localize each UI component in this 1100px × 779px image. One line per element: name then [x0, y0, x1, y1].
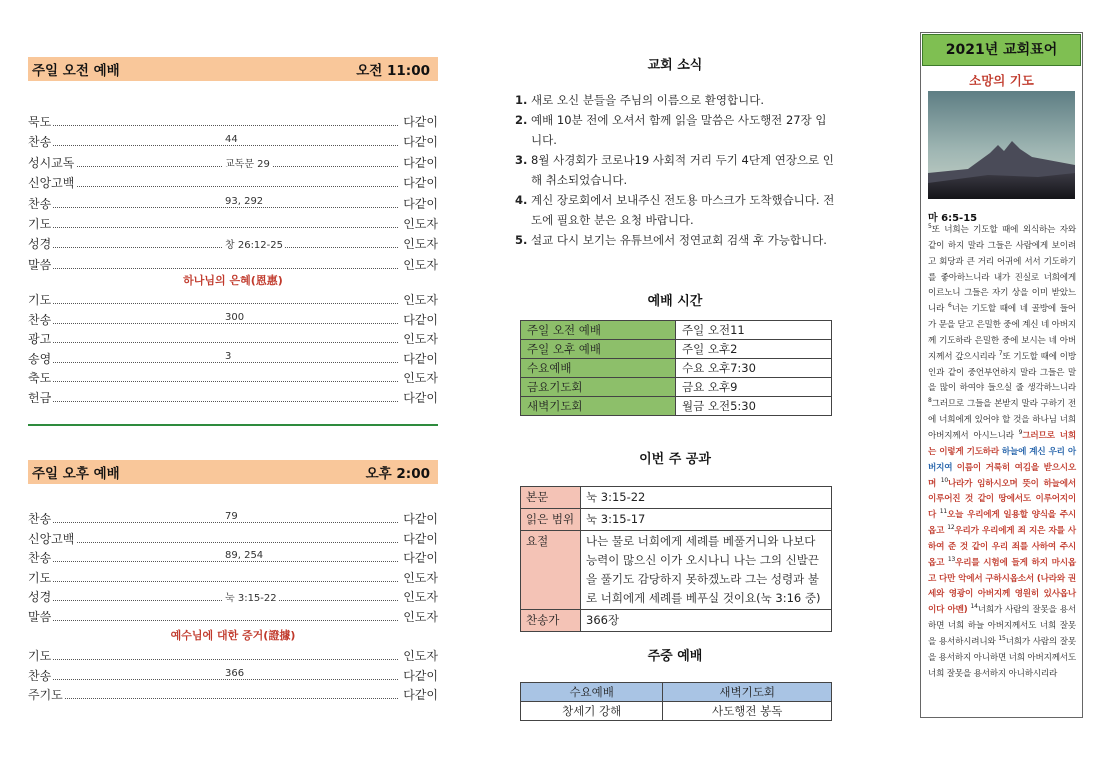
news-item [515, 150, 835, 190]
verse-number: 5 [928, 223, 932, 231]
weekday-title: 주중 예배 [647, 649, 703, 664]
order-item: 말씀 [28, 610, 52, 624]
order-item: 성시교독 [28, 155, 75, 170]
order-leader-role: 다같이 [403, 531, 438, 546]
order-detail: 3 [225, 350, 232, 362]
order-leader-role: 인도자 [403, 257, 438, 272]
news-text: 계신 장로회에서 보내주신 전도용 마스크가 도착했습니다. 전도에 필요한 분은 요청 바랍니다. [531, 193, 835, 227]
order-leader-role: 다같이 [403, 351, 438, 366]
dotted-leader [28, 323, 398, 324]
dotted-leader [28, 561, 398, 562]
order-item: 광고 [28, 332, 52, 347]
news-text: 8월 사경회가 코로나19 사회적 거리 두기 4단계 연장으로 인해 취소되었습니다. [531, 153, 834, 187]
verse-number: 6 [948, 302, 952, 310]
news-title: 교회 소식 [647, 58, 703, 73]
service-time-row [521, 321, 832, 340]
service-name: 수요예배 [521, 359, 676, 378]
news-number: 4. [515, 193, 528, 207]
verse-9-rest: 이름이 거룩히 여김을 받으시오며 [928, 462, 1076, 489]
service-times-table [520, 320, 832, 416]
dotted-leader [28, 186, 398, 187]
order-detail: 79 [225, 511, 238, 522]
dotted-leader [28, 268, 398, 269]
order-detail: 300 [225, 311, 245, 323]
service-time: 주일 오후2 [676, 340, 832, 359]
dotted-leader [28, 600, 398, 601]
order-row [28, 586, 438, 606]
verse-number: 10 [940, 476, 948, 484]
lesson-table [520, 486, 832, 632]
order-row [28, 684, 438, 704]
lesson-label: 읽은 범위 [521, 509, 581, 531]
lesson-label: 본문 [521, 487, 581, 509]
order-leader-role: 다같이 [403, 155, 438, 170]
order-item: 신앙고백 [28, 176, 75, 191]
dotted-leader [28, 620, 398, 621]
news-text: 설교 다시 보기는 유튜브에서 정연교회 검색 후 가능합니다. [531, 233, 827, 247]
verse-13: 우리를 시험에 들게 하지 마시옵고 다만 악에서 구하시옵소서 (나라와 권세와 영광이 아버지께 영원히 있사옵나이다 아멘) [928, 557, 1076, 616]
dotted-leader [28, 145, 398, 146]
lesson-value: 눅 3:15-17 [581, 509, 832, 531]
dotted-leader [28, 542, 398, 543]
lesson-row [521, 509, 832, 531]
order-row [28, 348, 438, 368]
news-item [515, 110, 835, 150]
verse-10: 나라가 임하시오며 뜻이 하늘에서 이루어진 것 같이 땅에서도 이루어지이다 [928, 478, 1076, 521]
order-leader-role: 인도자 [403, 371, 438, 386]
order-row [28, 528, 438, 548]
order-item: 찬송 [28, 135, 52, 150]
morning-service-title: 주일 오전 예배 [32, 63, 120, 79]
weekday-header-dawn: 새벽기도회 [663, 683, 832, 702]
order-detail: 89, 254 [225, 550, 264, 562]
news-item [515, 190, 835, 230]
lesson-title: 이번 주 공과 [639, 452, 711, 467]
dotted-leader [28, 581, 398, 582]
lesson-row [521, 487, 832, 509]
afternoon-service-header [28, 460, 438, 484]
order-leader-role: 인도자 [403, 332, 438, 347]
order-item: 성경 [28, 590, 52, 605]
service-time-row [521, 340, 832, 359]
lesson-label: 요절 [521, 531, 581, 610]
order-item: 기도 [28, 649, 52, 663]
order-item: 찬송 [28, 196, 52, 211]
order-leader-role: 인도자 [403, 237, 438, 252]
verse-8: 그러므로 그들을 본받지 말라 구하기 전에 너희에게 있어야 할 것을 하나님 너희 아버지께서 아시느니라 [928, 399, 1076, 441]
dotted-leader [28, 227, 398, 228]
news-number: 3. [515, 153, 528, 167]
news-text: 새로 오신 분들을 주님의 이름으로 환영합니다. [531, 93, 765, 107]
order-item: 신앙고백 [28, 531, 75, 546]
dotted-leader [28, 125, 398, 126]
order-row [28, 665, 438, 685]
order-item: 찬송 [28, 551, 52, 566]
lesson-value: 366장 [581, 610, 832, 632]
order-row [28, 213, 438, 233]
dotted-leader [28, 303, 398, 304]
order-detail: 창 26:12-25 [223, 236, 285, 251]
order-row [28, 387, 438, 407]
dotted-leader [28, 166, 398, 167]
news-text: 예배 10분 전에 오셔서 함께 읽을 말씀은 사도행전 27장 입니다. [531, 113, 827, 147]
order-row [28, 328, 438, 348]
order-leader-role: 다같이 [403, 391, 438, 405]
verse-9-address: 하늘에 계신 우리 아버지여 [928, 446, 1076, 473]
verse-14: 너희가 사람의 잘못을 용서하면 너희 하늘 아버지께서도 너희 잘못을 용서하시려니와 [928, 605, 1076, 647]
verse-reference: 마 6:5-15 [928, 213, 978, 224]
order-item: 찬송 [28, 312, 52, 327]
order-row [28, 193, 438, 213]
lesson-row [521, 531, 832, 610]
news-number: 2. [515, 113, 528, 127]
order-detail: 93, 292 [225, 195, 264, 207]
dotted-leader [28, 659, 398, 660]
verse-number: 8 [928, 397, 932, 405]
lesson-row [521, 610, 832, 632]
verse-number: 12 [947, 524, 955, 532]
order-row [28, 567, 438, 587]
order-item: 기도 [28, 293, 52, 307]
order-leader-role: 다같이 [403, 688, 438, 703]
service-time: 주일 오전11 [676, 321, 832, 340]
weekday-header-wed: 수요예배 [521, 683, 663, 702]
order-item: 기도 [28, 217, 52, 231]
dotted-leader [28, 401, 398, 402]
order-item: 축도 [28, 371, 52, 386]
order-leader-role: 인도자 [403, 570, 438, 585]
dotted-leader [28, 207, 398, 208]
order-item: 헌금 [28, 391, 52, 405]
service-time: 수요 오후7:30 [676, 359, 832, 378]
order-row [28, 131, 438, 151]
order-row [28, 233, 438, 253]
order-detail: 366 [225, 667, 245, 679]
service-time-row [521, 378, 832, 397]
order-row [28, 508, 438, 528]
order-row [28, 111, 438, 131]
order-row [28, 172, 438, 192]
service-name: 새벽기도회 [521, 397, 676, 416]
news-list [515, 90, 835, 250]
verse-9-highlight: 그러므로 너희는 이렇게 기도하라 [928, 430, 1076, 457]
weekday-value-wed: 창세기 강해 [521, 702, 663, 721]
order-row [28, 152, 438, 172]
lords-prayer-text [928, 223, 1076, 682]
order-leader-role: 다같이 [403, 196, 438, 211]
news-item [515, 90, 835, 110]
order-item: 성경 [28, 237, 52, 252]
service-time: 금요 오후9 [676, 378, 832, 397]
order-row [28, 606, 438, 626]
morning-service-header [28, 57, 438, 81]
dotted-leader [28, 362, 398, 363]
service-name: 주일 오후 예배 [521, 340, 676, 359]
dotted-leader [28, 679, 398, 680]
order-item: 말씀 [28, 257, 52, 272]
motto-sidebar [920, 32, 1083, 718]
service-name: 금요기도회 [521, 378, 676, 397]
order-leader-role: 인도자 [403, 610, 438, 624]
verse-7: 또 기도할 때에 이방인과 같이 중언부언하지 말라 그들은 말을 많이 하여야 들으실 줄 생각하느니라 [928, 351, 1076, 394]
dotted-leader [28, 342, 398, 343]
dotted-leader [28, 522, 398, 523]
verse-number: 13 [947, 555, 956, 563]
order-item: 찬송 [28, 668, 52, 683]
order-leader-role: 인도자 [403, 649, 438, 663]
order-row [28, 289, 438, 309]
lesson-label: 찬송가 [521, 610, 581, 632]
service-time-row [521, 397, 832, 416]
order-leader-role: 인도자 [403, 293, 438, 307]
order-detail: 교독문 29 [223, 155, 272, 170]
order-row [28, 547, 438, 567]
order-leader-role: 다같이 [403, 115, 438, 129]
verse-number: 14 [970, 603, 978, 611]
weekday-value-dawn: 사도행전 봉독 [663, 702, 832, 721]
lesson-value: 나는 물로 너희에게 세례를 베풀거니와 나보다 능력이 많으신 이가 오시나니 나는 그의 신발끈을 풀기도 감당하지 못하겠노라 그는 성령과 불로 너희에게 세례를 베푸실 것이요(눅 3:16 중) [581, 531, 832, 610]
afternoon-service-title: 주일 오후 예배 [32, 466, 120, 482]
order-row [28, 309, 438, 329]
service-time-row [521, 359, 832, 378]
morning-sermon-title: 하나님의 은혜(恩惠) [183, 274, 283, 287]
verse-15: 너희가 사람의 잘못을 용서하지 아니하면 너희 아버지께서도 너희 잘못을 용서하지 아니하시리라 [928, 636, 1076, 679]
church-motto: 2021년 교회표어 [922, 34, 1081, 66]
dotted-leader [28, 381, 398, 382]
order-item: 송영 [28, 351, 52, 366]
afternoon-service-time: 오후 2:00 [365, 466, 430, 482]
order-item: 찬송 [28, 512, 52, 526]
verse-5: 또 너희는 기도할 때에 외식하는 자와 같이 하지 말라 그들은 사람에게 보이려고 회당과 큰 거리 어귀에 서서 기도하기를 좋아하느니라 내가 진실로 너희에게 이르노니 그들은 자기 상을 이미 받았느니라 [928, 225, 1076, 315]
order-leader-role: 인도자 [403, 217, 438, 231]
news-item [515, 230, 835, 250]
order-row [28, 254, 438, 274]
afternoon-sermon-title: 예수님에 대한 증거(證據) [170, 629, 296, 642]
order-leader-role: 다같이 [403, 135, 438, 150]
order-detail: 44 [225, 134, 238, 146]
verse-12: 우리가 우리에게 죄 지은 자를 사하여 준 것 같이 우리 죄를 사하여 주시옵고 [928, 526, 1076, 568]
mountain-landscape-image [928, 91, 1075, 199]
order-row [28, 367, 438, 387]
verse-11: 오늘 우리에게 일용할 양식을 주시옵고 [928, 510, 1076, 537]
verse-number: 9 [1018, 429, 1023, 437]
order-leader-role: 다같이 [403, 312, 438, 327]
order-leader-role: 인도자 [403, 590, 438, 605]
section-divider [28, 424, 438, 426]
service-times-title: 예배 시간 [647, 294, 703, 309]
order-item: 묵도 [28, 115, 52, 129]
order-leader-role: 다같이 [403, 668, 438, 683]
service-time: 월금 오전5:30 [676, 397, 832, 416]
order-row [28, 645, 438, 665]
order-detail: 눅 3:15-22 [223, 589, 279, 604]
news-number: 1. [515, 93, 528, 107]
lesson-value: 눅 3:15-22 [581, 487, 832, 509]
verse-number: 7 [998, 349, 1003, 357]
news-number: 5. [515, 233, 528, 247]
verse-number: 11 [939, 508, 947, 516]
prayer-title: 소망의 기도 [969, 73, 1034, 88]
dotted-leader [28, 698, 398, 699]
service-name: 주일 오전 예배 [521, 321, 676, 340]
order-leader-role: 다같이 [403, 176, 438, 191]
order-leader-role: 다같이 [403, 512, 438, 526]
morning-service-time: 오전 11:00 [356, 63, 430, 79]
verse-number: 15 [998, 635, 1006, 643]
dotted-leader [28, 247, 398, 248]
order-item: 기도 [28, 570, 52, 585]
weekday-table [520, 682, 832, 721]
verse-6: 너는 기도할 때에 네 골방에 들어가 문을 닫고 은밀한 중에 계신 네 아버지께 기도하라 은밀한 중에 보시는 네 아버지께서 갚으시리라 [928, 304, 1076, 362]
order-leader-role: 다같이 [403, 551, 438, 566]
order-item: 주기도 [28, 688, 63, 703]
